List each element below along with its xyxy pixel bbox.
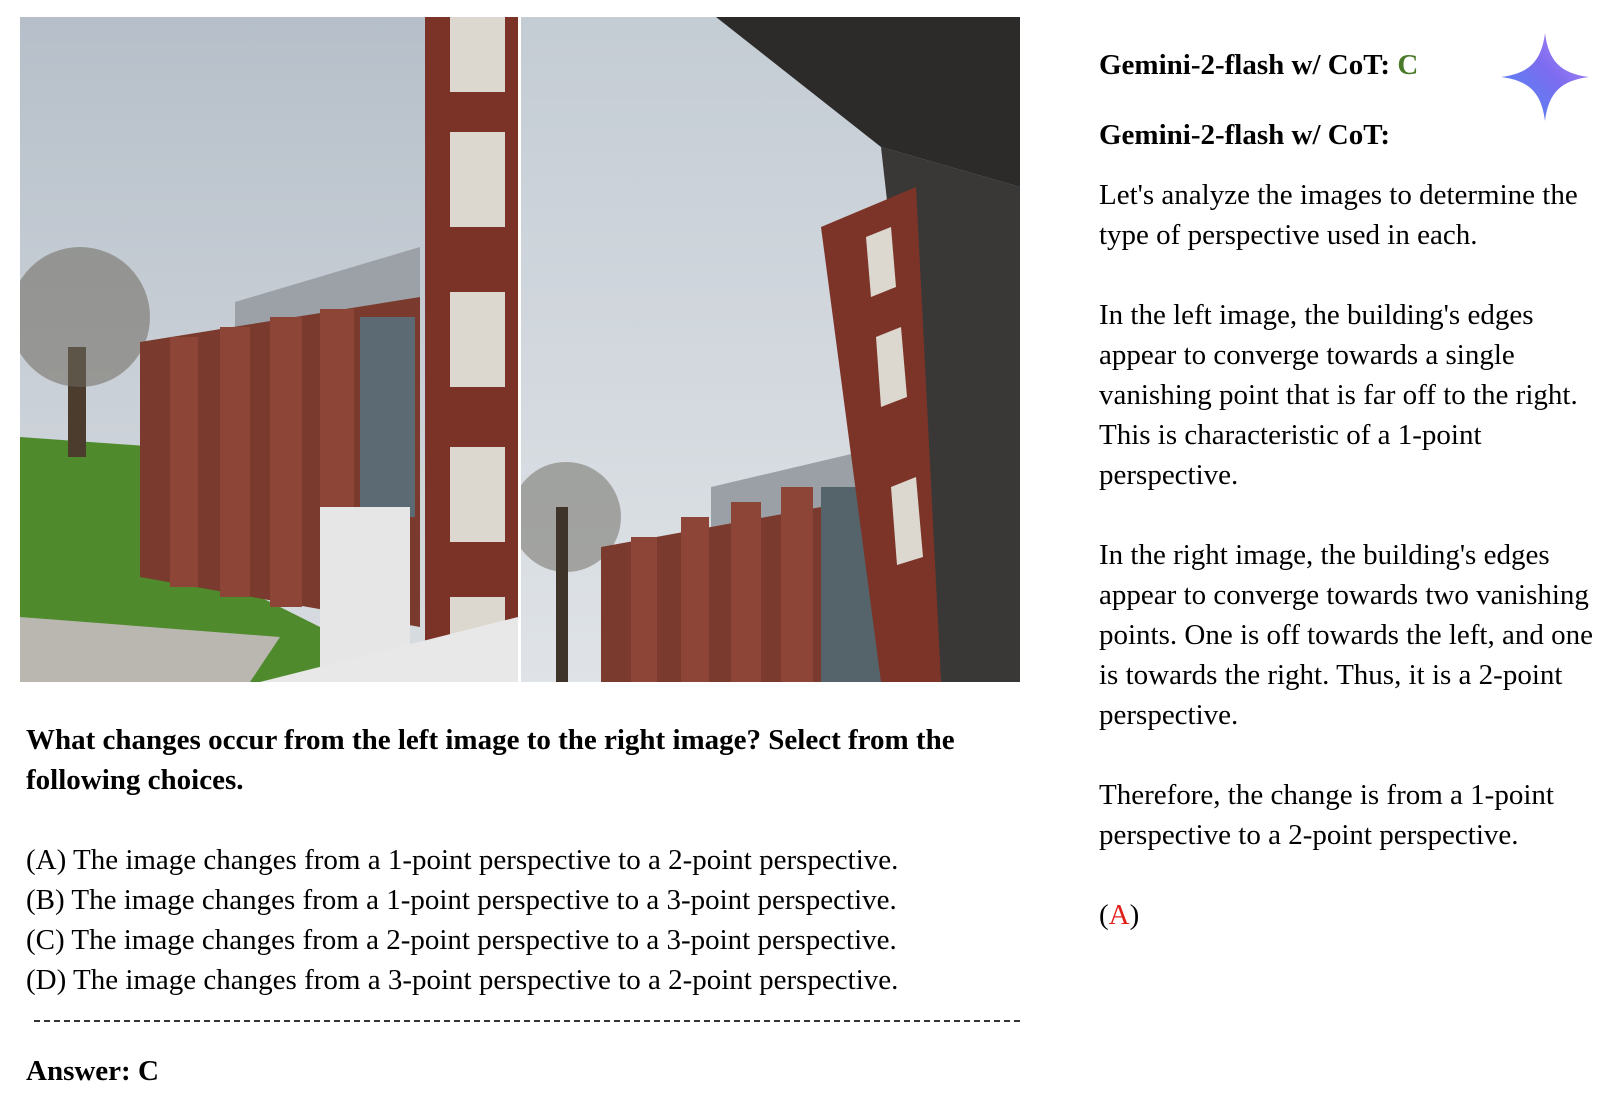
reasoning-paragraph: Therefore, the change is from a 1-point perspective to a 2-point perspective.	[1099, 779, 1554, 851]
choices-list	[26, 840, 1056, 1000]
model-choice: C	[1397, 49, 1419, 81]
left-photo	[20, 17, 518, 682]
reasoning-paragraph: Let's analyze the images to determine the type of perspective used in each.	[1099, 179, 1578, 251]
left-building-image	[20, 17, 518, 682]
final-choice: A	[1108, 899, 1130, 931]
final-open: (	[1099, 899, 1109, 931]
reasoning-paragraph: In the right image, the building's edges appear to converge towards two vanishing points. One is off towards the left, and one is towards the right. Thus, it is a 2-point perspective.	[1099, 539, 1593, 731]
model-subtitle: Gemini-2-flash w/ CoT:	[1099, 119, 1391, 151]
answer-text: Answer: C	[26, 1055, 159, 1087]
right-photo	[521, 17, 1020, 682]
choice-d: (D) The image changes from a 3-point perspective to a 2-point perspective.	[26, 964, 899, 996]
gemini-sparkle-icon	[1500, 33, 1590, 121]
choice-b: (B) The image changes from a 1-point perspective to a 3-point perspective.	[26, 884, 897, 916]
model-label: Gemini-2-flash w/ CoT:	[1099, 49, 1398, 81]
model-result-title	[1099, 45, 1418, 85]
dashed-divider	[34, 1020, 1020, 1022]
right-building-image	[521, 17, 1020, 682]
choice-c: (C) The image changes from a 2-point perspective to a 3-point perspective.	[26, 924, 897, 956]
choice-a: (A) The image changes from a 1-point perspective to a 2-point perspective.	[26, 844, 899, 876]
question-text: What changes occur from the left image to the right image? Select from the following choices.	[26, 724, 955, 796]
model-reasoning	[1099, 175, 1609, 975]
final-answer	[1099, 895, 1609, 935]
final-close: )	[1129, 899, 1140, 931]
reasoning-paragraph: In the left image, the building's edges appear to converge towards a single vanishing point that is far off to the right. This is characteristic of a 1-point perspective.	[1099, 299, 1578, 491]
